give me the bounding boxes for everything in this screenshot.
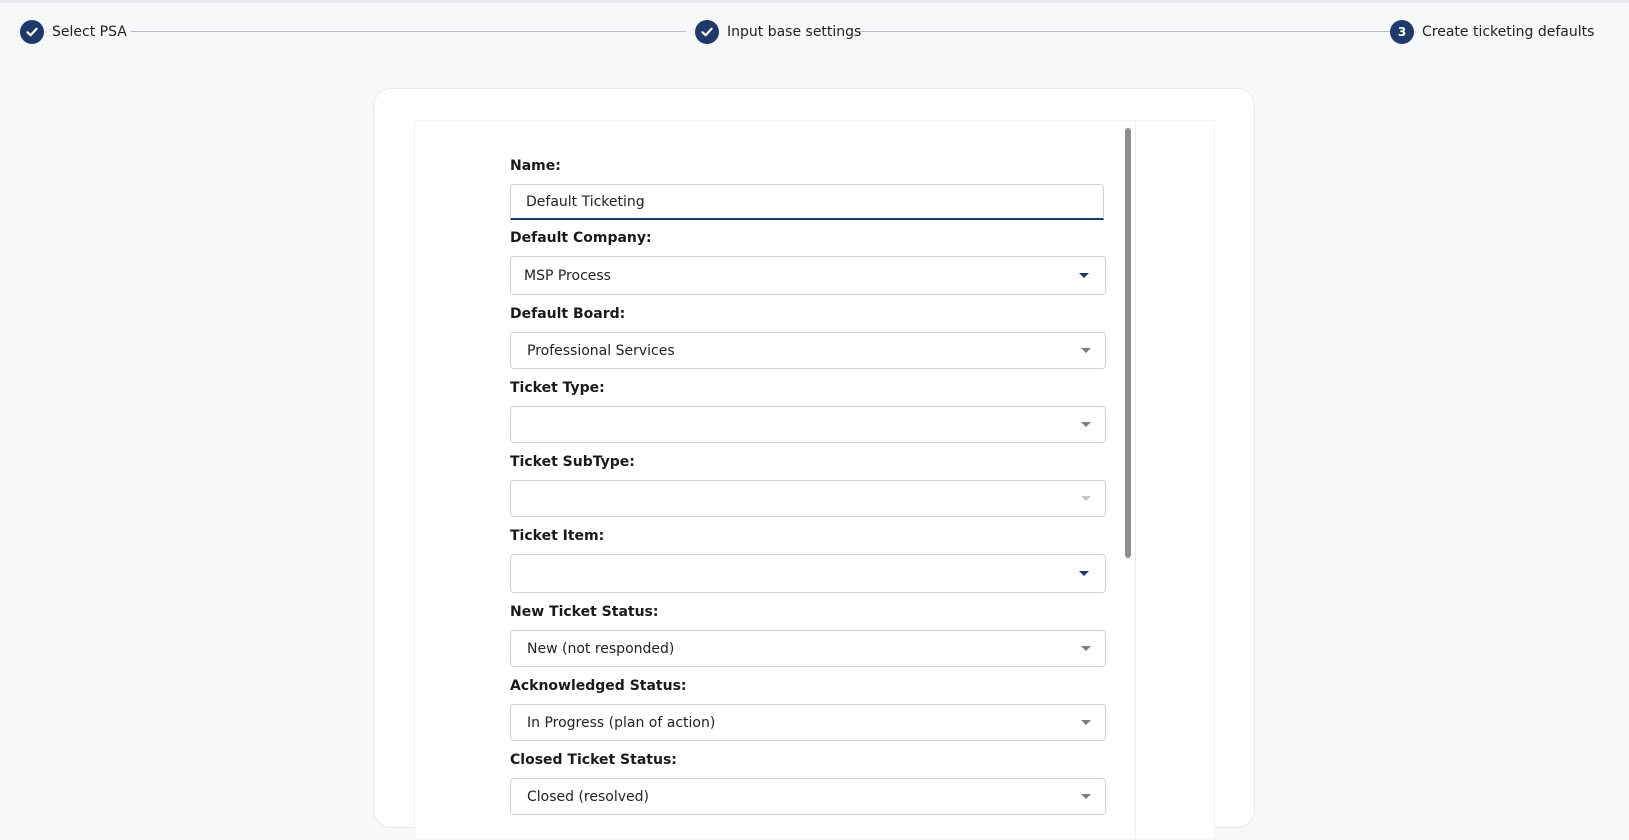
default-company-value: MSP Process	[524, 267, 611, 284]
step-connector	[857, 31, 1400, 32]
step-label: Select PSA	[52, 24, 127, 40]
acknowledged-status-label: Acknowledged Status:	[510, 678, 687, 694]
ticket-item-select[interactable]	[510, 554, 1106, 593]
acknowledged-status-value: In Progress (plan of action)	[527, 714, 716, 731]
ticket-type-select[interactable]	[510, 406, 1106, 443]
ticket-item-label: Ticket Item:	[510, 528, 605, 544]
settings-card	[373, 88, 1255, 828]
new-ticket-status-label: New Ticket Status:	[510, 604, 659, 620]
new-ticket-status-select[interactable]	[510, 630, 1106, 667]
step-connector	[131, 31, 686, 32]
chevron-down-icon	[1079, 273, 1089, 278]
step-create-ticketing-defaults[interactable]	[1390, 20, 1594, 44]
ticket-subtype-select[interactable]	[510, 480, 1106, 517]
chevron-down-icon	[1081, 348, 1091, 353]
step-input-base-settings[interactable]	[695, 20, 861, 44]
step-label: Create ticketing defaults	[1422, 24, 1595, 40]
default-board-value: Professional Services	[527, 342, 675, 359]
chevron-down-icon	[1081, 720, 1091, 725]
step-complete-circle	[695, 20, 719, 44]
default-company-select[interactable]	[510, 256, 1106, 295]
chevron-down-icon	[1081, 422, 1091, 427]
chevron-down-icon	[1081, 794, 1091, 799]
step-select-psa[interactable]	[20, 20, 127, 44]
name-input[interactable]	[510, 184, 1104, 220]
stepper	[20, 20, 1609, 44]
default-company-label: Default Company:	[510, 230, 652, 246]
check-icon	[700, 25, 714, 39]
acknowledged-status-select[interactable]	[510, 704, 1106, 741]
top-border	[0, 0, 1629, 3]
closed-ticket-status-value: Closed (resolved)	[527, 788, 649, 805]
new-ticket-status-value: New (not responded)	[527, 640, 675, 657]
form-scroll-panel	[414, 120, 1215, 840]
scrollbar-thumb[interactable]	[1125, 128, 1131, 558]
panel-divider	[1135, 121, 1136, 839]
check-icon	[25, 25, 39, 39]
step-label: Input base settings	[727, 24, 862, 40]
default-board-label: Default Board:	[510, 306, 626, 322]
chevron-down-icon	[1079, 571, 1089, 576]
closed-ticket-status-label: Closed Ticket Status:	[510, 752, 677, 768]
name-label: Name:	[510, 158, 561, 174]
ticket-type-label: Ticket Type:	[510, 380, 605, 396]
ticket-subtype-label: Ticket SubType:	[510, 454, 635, 470]
chevron-down-icon	[1081, 646, 1091, 651]
chevron-down-icon	[1081, 496, 1091, 501]
step-complete-circle	[20, 20, 44, 44]
step-number-circle: 3	[1390, 20, 1414, 44]
default-board-select[interactable]	[510, 332, 1106, 369]
closed-ticket-status-select[interactable]	[510, 778, 1106, 815]
